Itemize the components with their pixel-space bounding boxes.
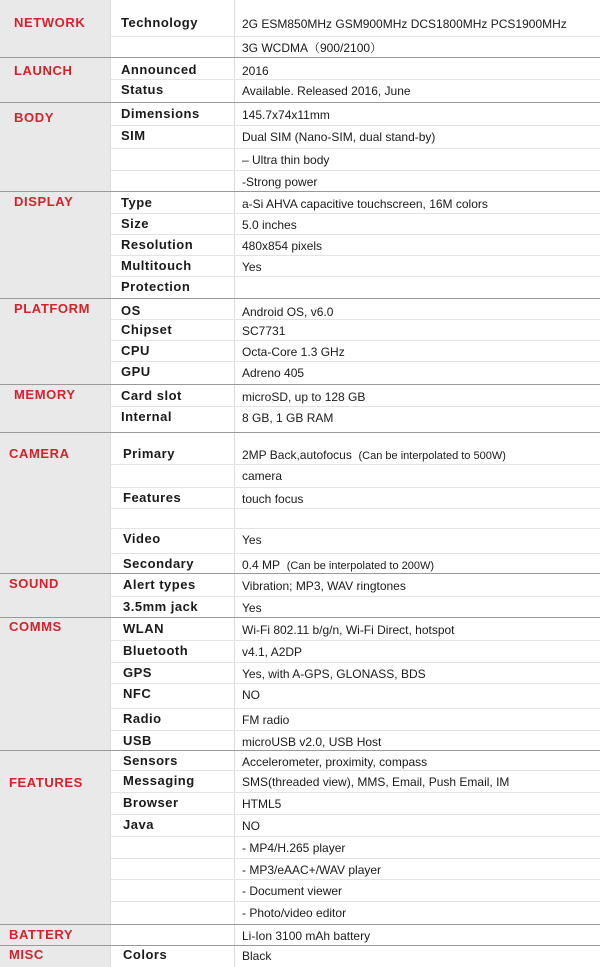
spec-value [242, 685, 260, 705]
section-title-misc: MISC [9, 947, 44, 962]
spec-value [242, 466, 282, 486]
row-divider [110, 36, 600, 37]
spec-value [242, 620, 455, 640]
spec-value-text: Yes [242, 260, 262, 274]
spec-value-text: camera [242, 469, 283, 483]
spec-value-text: 2G ESM850MHz GSM900MHz DCS1800MHz PCS1900MHz [242, 17, 567, 31]
spec-value-text: Android OS, v6.0 [242, 305, 334, 319]
spec-value [242, 838, 345, 858]
spec-value-note: (Can be interpolated to 500W) [358, 450, 506, 462]
section-title-display: DISPLAY [14, 194, 74, 209]
spec-key: Protection [121, 279, 191, 294]
spec-value [242, 194, 488, 214]
spec-value [242, 903, 346, 923]
row-divider [110, 901, 600, 902]
spec-value [242, 105, 330, 125]
row-divider [110, 836, 600, 837]
spec-value [242, 752, 427, 772]
spec-value-text: - Photo/video editor [242, 906, 347, 920]
spec-key: Card slot [121, 388, 182, 403]
spec-value-text: - MP4/H.265 player [242, 841, 346, 855]
spec-value-text: Dual SIM (Nano-SIM, dual stand-by) [242, 130, 436, 144]
spec-value [242, 14, 567, 34]
row-divider [110, 125, 600, 126]
spec-value-text: Black [242, 949, 272, 963]
spec-key: Messaging [123, 773, 195, 788]
spec-value-text: NO [242, 819, 260, 833]
spec-key: Video [123, 531, 161, 546]
spec-value-text: - MP3/eAAC+/WAV player [242, 863, 382, 877]
spec-value [242, 38, 382, 58]
row-divider [110, 858, 600, 859]
spec-value [242, 710, 289, 730]
spec-value-text: Available. Released 2016, June [242, 84, 411, 98]
spec-value-text: Yes [242, 601, 262, 615]
spec-value [242, 530, 262, 550]
spec-key: Dimensions [121, 106, 200, 121]
row-divider [110, 792, 600, 793]
spec-value [242, 61, 269, 81]
section-divider [0, 617, 600, 618]
section-divider [0, 298, 600, 299]
section-divider [0, 432, 600, 433]
spec-value [242, 342, 345, 362]
section-title-platform: PLATFORM [14, 301, 91, 316]
spec-value [242, 489, 303, 509]
spec-value-text: -Strong power [242, 175, 318, 189]
label-column-divider [110, 0, 111, 967]
spec-value [242, 576, 406, 596]
spec-value-text: v4.1, A2DP [242, 645, 303, 659]
spec-value [242, 257, 262, 277]
spec-value [242, 387, 365, 407]
spec-value-text: 2016 [242, 64, 269, 78]
spec-value-text: microUSB v2.0, USB Host [242, 735, 382, 749]
section-divider [0, 191, 600, 192]
section-title-memory: MEMORY [14, 387, 76, 402]
spec-value-text: Yes, with A-GPS, GLONASS, BDS [242, 667, 426, 681]
row-divider [110, 487, 600, 488]
spec-key: Size [121, 216, 150, 231]
spec-key: 3.5mm jack [123, 599, 199, 614]
section-divider [0, 945, 600, 946]
row-divider [110, 340, 600, 341]
section-divider [0, 57, 600, 58]
spec-value-text: 5.0 inches [242, 218, 297, 232]
row-divider [110, 662, 600, 663]
spec-key: SIM [121, 128, 146, 143]
spec-key: WLAN [123, 621, 164, 636]
spec-value-text: Accelerometer, proximity, compass [242, 755, 428, 769]
spec-key: Primary [123, 446, 175, 461]
spec-key: USB [123, 733, 152, 748]
row-divider [110, 508, 600, 509]
spec-key: Multitouch [121, 258, 192, 273]
row-divider [110, 213, 600, 214]
section-title-network: NETWORK [14, 15, 86, 30]
section-divider [0, 924, 600, 925]
section-divider [0, 750, 600, 751]
spec-value [242, 598, 262, 618]
spec-key: Sensors [123, 753, 178, 768]
spec-value [242, 642, 302, 662]
row-divider [110, 170, 600, 171]
spec-key: Chipset [121, 322, 173, 337]
spec-value [242, 664, 426, 684]
spec-key: Internal [121, 409, 172, 424]
spec-value [242, 772, 509, 792]
section-title-launch: LAUNCH [14, 63, 73, 78]
section-divider [0, 573, 600, 574]
row-divider [110, 464, 600, 465]
spec-value-text: 145.7x74x11mm [242, 108, 330, 122]
row-divider [110, 148, 600, 149]
spec-value-text: Wi-Fi 802.11 b/g/n, Wi-Fi Direct, hotspot [242, 623, 455, 637]
row-divider [110, 319, 600, 320]
spec-value-text: FM radio [242, 713, 290, 727]
spec-key: Announced [121, 62, 197, 77]
spec-value [242, 215, 297, 235]
spec-key: OS [121, 303, 141, 318]
spec-value-text: 3G WCDMA（900/2100） [242, 41, 383, 55]
spec-value-text: 8 GB, 1 GB RAM [242, 411, 334, 425]
spec-value [242, 321, 285, 341]
section-title-sound: SOUND [9, 576, 59, 591]
spec-value-text: Yes [242, 533, 262, 547]
spec-value [242, 172, 317, 192]
spec-value-text: HTML5 [242, 797, 282, 811]
spec-value-text: Adreno 405 [242, 366, 305, 380]
spec-key: Java [123, 817, 154, 832]
row-divider [110, 708, 600, 709]
spec-key: Radio [123, 711, 162, 726]
spec-value [242, 794, 281, 814]
spec-value-text: Vibration; MP3, WAV ringtones [242, 579, 406, 593]
spec-value [242, 150, 329, 170]
spec-key: Resolution [121, 237, 194, 252]
spec-value [242, 127, 435, 147]
spec-value-text: touch focus [242, 492, 304, 506]
spec-value-text: NO [242, 688, 260, 702]
spec-value [242, 946, 271, 966]
spec-value [242, 881, 342, 901]
spec-key: Type [121, 195, 153, 210]
spec-key: Browser [123, 795, 179, 810]
row-divider [110, 814, 600, 815]
value-column-divider [234, 0, 235, 967]
spec-key: GPU [121, 364, 151, 379]
spec-value-text: 2MP Back,autofocus [242, 448, 352, 462]
spec-key: Technology [121, 15, 198, 30]
spec-key: Features [123, 490, 182, 505]
spec-value [242, 926, 370, 946]
spec-value-text: Octa-Core 1.3 GHz [242, 345, 345, 359]
spec-value-text: SMS(threaded view), MMS, Email, Push Email, IM [242, 775, 510, 789]
spec-key: Secondary [123, 556, 194, 571]
spec-value-text: 480x854 pixels [242, 239, 323, 253]
spec-value-text: a-Si AHVA capacitive touchscreen, 16M colors [242, 197, 488, 211]
section-divider [0, 102, 600, 103]
spec-value [242, 408, 333, 428]
spec-value-text: – Ultra thin body [242, 153, 330, 167]
section-title-body: BODY [14, 110, 54, 125]
section-divider [0, 384, 600, 385]
spec-value [242, 81, 411, 101]
row-divider [110, 528, 600, 529]
spec-value [242, 445, 506, 465]
row-divider [110, 406, 600, 407]
spec-value-text: 0.4 MP [242, 558, 281, 572]
spec-value-text: microSD, up to 128 GB [242, 390, 366, 404]
spec-value [242, 816, 260, 836]
section-title-features: FEATURES [9, 775, 83, 790]
row-divider [110, 79, 600, 80]
spec-key: Bluetooth [123, 643, 189, 658]
section-title-camera: CAMERA [9, 446, 70, 461]
section-title-comms: COMMS [9, 619, 62, 634]
row-divider [110, 879, 600, 880]
spec-value [242, 555, 434, 575]
row-divider [110, 361, 600, 362]
spec-value [242, 363, 304, 383]
spec-value-note: (Can be interpolated to 200W) [286, 560, 435, 572]
spec-value [242, 860, 381, 880]
spec-value [242, 732, 381, 752]
row-divider [110, 730, 600, 731]
spec-key: Status [121, 82, 164, 97]
spec-key: Alert types [123, 577, 196, 592]
section-title-battery: BATTERY [9, 927, 74, 942]
spec-value-text: - Document viewer [242, 884, 343, 898]
spec-value-text: Li-Ion 3100 mAh battery [242, 929, 371, 943]
spec-key: NFC [123, 686, 152, 701]
row-divider [110, 683, 600, 684]
spec-value-text: SC7731 [242, 324, 286, 338]
spec-key: Colors [123, 947, 168, 962]
spec-value [242, 236, 322, 256]
spec-key: GPS [123, 665, 152, 680]
spec-key: CPU [121, 343, 150, 358]
